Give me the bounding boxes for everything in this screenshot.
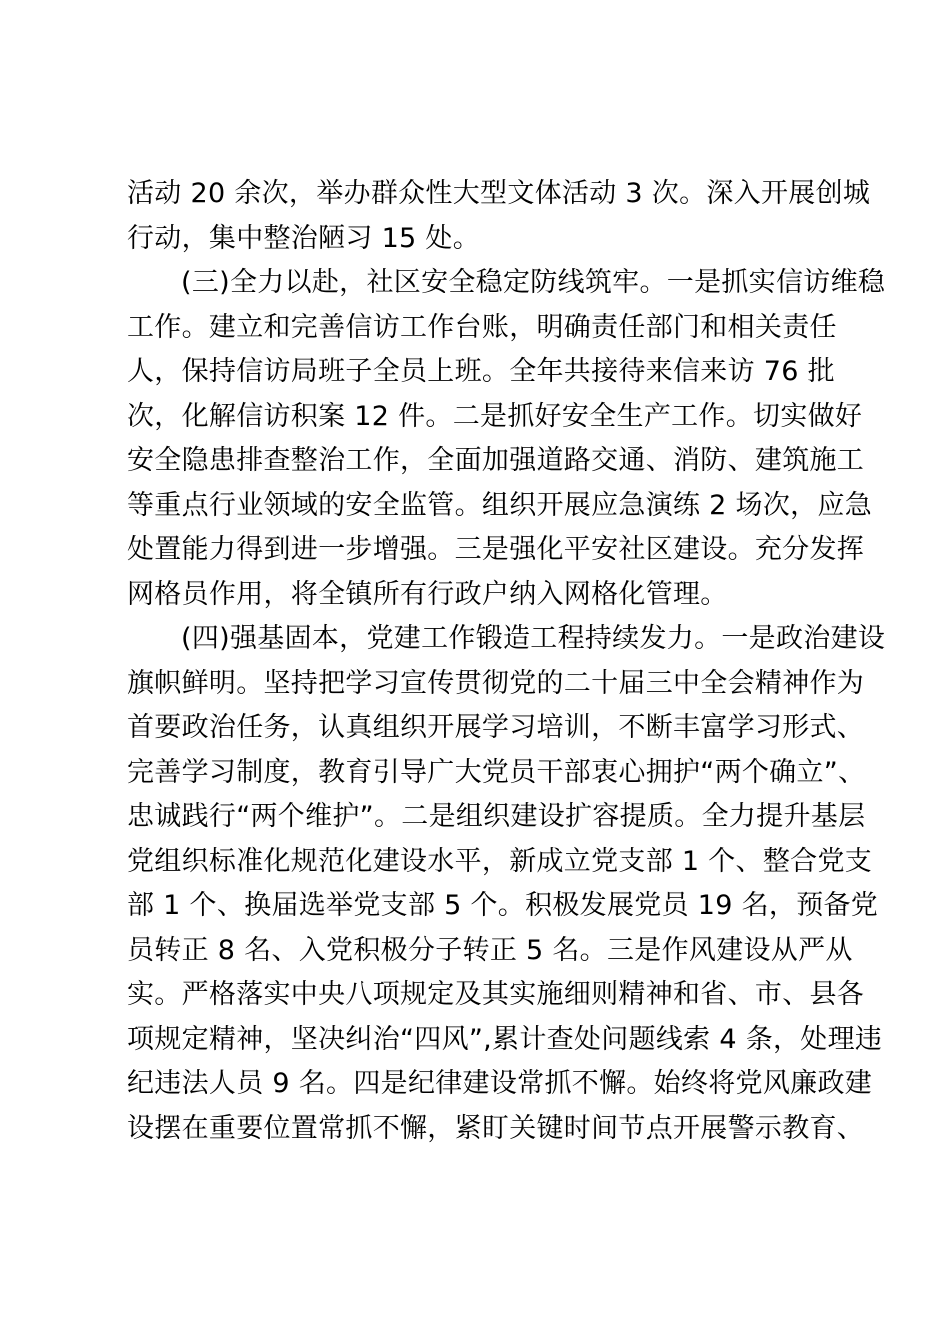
- text-line: 行动，集中整治陋习 15 处。: [127, 222, 481, 254]
- text-line: 工作。建立和完善信访工作台账，明确责任部门和相关责任: [127, 311, 837, 343]
- text-line: 人，保持信访局班子全员上班。全年共接待来信来访 76 批: [127, 356, 835, 387]
- text-line: 忠诚践行“两个维护”。二是组织建设扩容提质。全力提升基层: [127, 801, 866, 832]
- text-line: 项规定精神，坚决纠治“四风”,累计查处问题线索 4 条，处理违: [127, 1023, 883, 1055]
- text-line: 纪违法人员 9 名。四是纪律建设常抓不懈。始终将党风廉政建: [127, 1068, 873, 1099]
- text-line: 等重点行业领域的安全监管。组织开展应急演练 2 场次，应急: [127, 489, 873, 521]
- text-line: 部 1 个、换届选举党支部 5 个。积极发展党员 19 名，预备党: [127, 890, 879, 921]
- text-line: 完善学习制度，教育引导广大党员干部衷心拥护“两个确立”、: [127, 756, 866, 788]
- text-line: 处置能力得到进一步增强。三是强化平安社区建设。充分发挥: [127, 534, 865, 565]
- text-line: 旗帜鲜明。坚持把学习宣传贯彻党的二十届三中全会精神作为: [127, 667, 865, 699]
- text-line: 安全隐患排查整治工作，全面加强道路交通、消防、建筑施工: [127, 445, 865, 476]
- text-line: 次，化解信访积案 12 件。二是抓好安全生产工作。切实做好: [127, 400, 863, 432]
- text-line: 员转正 8 名、入党积极分子转正 5 名。三是作风建设从严从: [127, 934, 853, 966]
- text-line: 网格员作用，将全镇所有行政户纳入网格化管理。: [127, 578, 728, 610]
- text-line: 实。严格落实中央八项规定及其实施细则精神和省、市、县各: [127, 979, 865, 1010]
- text-line: 首要政治任务，认真组织开展学习培训，不断丰富学习形式、: [127, 712, 865, 743]
- section-heading-line: (三)全力以赴，社区安全稳定防线筑牢。一是抓实信访维稳: [181, 267, 886, 298]
- text-line: 活动 20 余次，举办群众性大型文体活动 3 次。深入开展创城: [127, 178, 871, 209]
- text-line: 设摆在重要位置常抓不懈，紧盯关键时间节点开展警示教育、: [127, 1112, 865, 1144]
- text-line: 党组织标准化规范化建设水平，新成立党支部 1 个、整合党支: [127, 845, 873, 877]
- section-heading-line: (四)强基固本，党建工作锻造工程持续发力。一是政治建设: [181, 623, 886, 654]
- body-text: [127, 172, 886, 1151]
